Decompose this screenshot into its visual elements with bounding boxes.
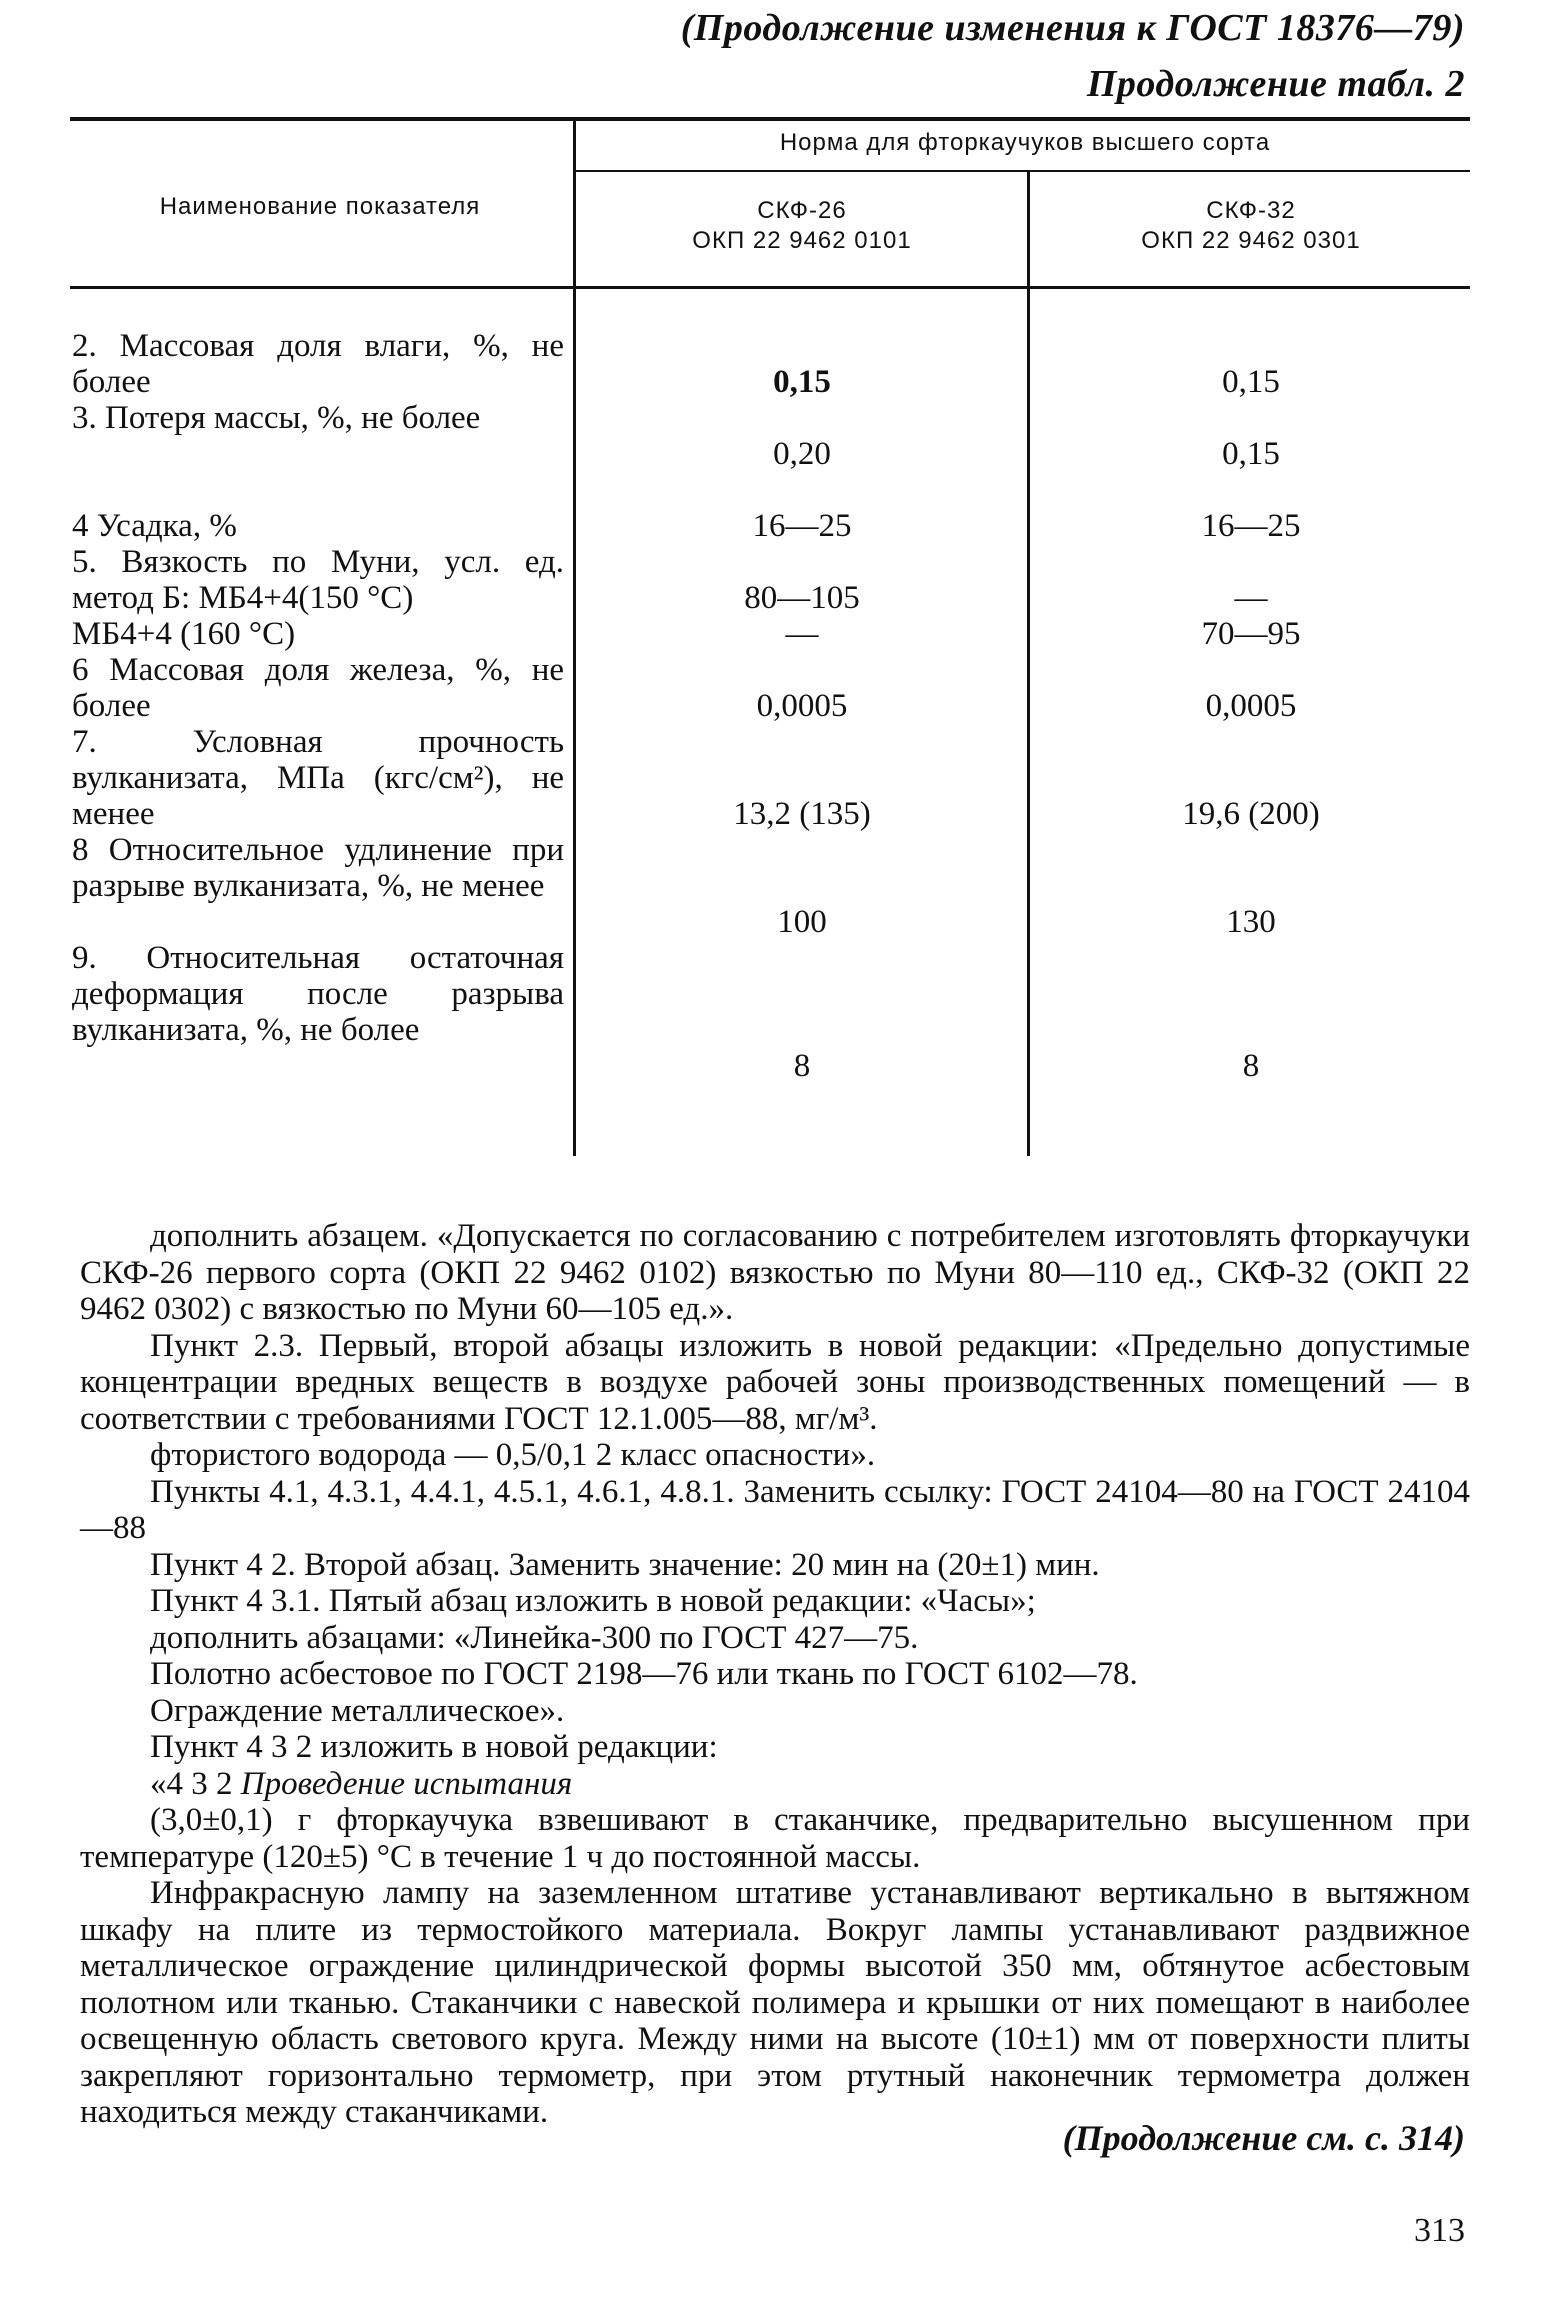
- table-column-divider-1: [573, 121, 576, 1156]
- column-header-norm: Норма для фторкаучуков высшего сорта: [779, 129, 1271, 156]
- row-label-mooney-150: 5. Вязкость по Муни, усл. ед. метод Б: МБ4+4(150 °С): [72, 544, 564, 616]
- table-cell: —: [785, 616, 819, 652]
- table-cell: 0,0005: [756, 688, 848, 724]
- paragraph-weighing: (3,0±0,1) г фторкаучука взвешивают в стаканчике, предварительно высушенном при температуре (120±5) °С в течение 1 ч до постоянной массы.: [80, 1802, 1470, 1875]
- row-label-mass-loss: 3. Потеря массы, %, не более: [72, 400, 481, 436]
- table-subheader-rule: [575, 170, 1470, 172]
- table-header-rule: [70, 286, 1470, 289]
- table-cell: —: [1234, 580, 1268, 616]
- table-cell: 0,15: [773, 364, 831, 400]
- paragraph-lamp: Инфракрасную лампу на заземленном штативе устанавливают вертикально в вытяжном шкафу на плите из термостойкого материала. Вокруг лампы устанавливают раздвижное металлическое ограждение цилиндрической формы высотой 350 мм, обтянутое асбестовым полотном или тканью. Стаканчики с навеской полимера и крышки от них помещают в наиболее освещенную область светового круга. Между ними на высоте (10±1) мм от поверхности плиты закрепляют горизонтально термометр, при этом ртутный наконечник термометра должен находиться между стаканчиками.: [80, 1875, 1470, 2130]
- column-header-grade2: [1032, 196, 1470, 256]
- table-cell: 100: [777, 904, 827, 940]
- paragraph-item-4-3-1: Пункт 4 3.1. Пятый абзац изложить в новой редакции: «Часы»;: [150, 1583, 1036, 1619]
- grade2-okp: ОКП 22 9462 0301: [1141, 227, 1361, 254]
- row-label-iron: 6 Массовая доля железа, %, не более: [72, 652, 564, 724]
- column-header-indicator: Наименование показателя: [159, 193, 481, 220]
- paragraph-test-heading: [80, 1766, 1470, 1803]
- table-cell: 0,0005: [1205, 688, 1297, 724]
- paragraph-hydrogen-fluoride: фтористого водорода — 0,5/0,1 2 класс опасности».: [150, 1437, 876, 1473]
- body-text: [80, 1218, 1470, 2131]
- continuation-footer: (Продолжение см. с. 314): [1062, 2118, 1465, 2158]
- row-label-deformation: 9. Относительная остаточная деформация после разрыва вулканизата, %, не более: [72, 940, 564, 1048]
- column-header-grade1: [580, 196, 1024, 256]
- test-heading-title: Проведение испытания: [240, 1765, 573, 1802]
- grade1-okp: ОКП 22 9462 0101: [692, 227, 912, 254]
- paragraph-item-2-3: Пункт 2.3. Первый, второй абзацы изложить в новой редакции: «Предельно допустимые концентрации вредных веществ в воздухе рабочей зоны производственных помещений — в соответствии с требованиями ГОСТ 12.1.005—88, мг/м³.: [80, 1327, 1470, 1437]
- table-cell: 0,15: [1222, 436, 1280, 472]
- row-label-mooney-160: МБ4+4 (160 °С): [72, 616, 296, 652]
- test-heading-number: «4 3 2: [150, 1765, 233, 1802]
- grade1-name: СКФ-26: [757, 197, 847, 224]
- paragraph-fence: Ограждение металлическое».: [150, 1692, 565, 1729]
- paragraph-items-reference: Пункты 4.1, 4.3.1, 4.4.1, 4.5.1, 4.6.1, 4.8.1. Заменить ссылку: ГОСТ 24104—80 на ГОСТ 24104—88: [80, 1473, 1470, 1546]
- row-label-strength: 7. Условная прочность вулканизата, МПа (кгс/см²), не менее: [72, 724, 564, 832]
- table-cell: 8: [793, 1048, 811, 1084]
- paragraph-ruler: дополнить абзацами: «Линейка-300 по ГОСТ 427—75.: [150, 1619, 919, 1656]
- table-cell: 0,20: [773, 436, 831, 472]
- table-cell: 13,2 (135): [733, 796, 871, 832]
- paragraph-item-4-3-2: Пункт 4 3 2 изложить в новой редакции:: [150, 1729, 718, 1765]
- table-cell: 130: [1226, 904, 1276, 940]
- row-label-moisture: 2. Массовая доля влаги, %, не более: [72, 328, 564, 400]
- table-cell: 70—95: [1201, 616, 1301, 652]
- paragraph-addition: дополнить абзацем. «Допускается по согласованию с потребителем изготовлять фторкаучуки СКФ-26 первого сорта (ОКП 22 9462 0102) вязкостью по Муни 80—110 ед., СКФ-32 (ОКП 22 9462 0302) с вязкостью по Муни 60—105 ед.».: [80, 1218, 1470, 1327]
- grade2-name: СКФ-32: [1206, 197, 1296, 224]
- paragraph-item-4-2: Пункт 4 2. Второй абзац. Заменить значение: 20 мин на (20±1) мин.: [150, 1546, 1100, 1583]
- row-label-shrinkage: 4 Усадка, %: [72, 508, 237, 544]
- continuation-header: (Продолжение изменения к ГОСТ 18376—79): [680, 7, 1465, 49]
- table-top-rule: [70, 117, 1470, 121]
- row-label-elongation: 8 Относительное удлинение при разрыве вулканизата, %, не менее: [72, 832, 564, 904]
- table-continuation-header: Продолжение табл. 2: [1086, 63, 1465, 105]
- page-number: 313: [1414, 2212, 1465, 2249]
- table-cell: 80—105: [744, 580, 860, 616]
- table-cell: 19,6 (200): [1182, 796, 1320, 832]
- table-cell: 16—25: [1201, 508, 1301, 544]
- table-cell: 16—25: [752, 508, 852, 544]
- table-cell: 0,15: [1222, 364, 1280, 400]
- paragraph-asbestos: Полотно асбестовое по ГОСТ 2198—76 или ткань по ГОСТ 6102—78.: [150, 1656, 1138, 1692]
- table-cell: 8: [1242, 1048, 1260, 1084]
- table-column-divider-2: [1027, 172, 1030, 1156]
